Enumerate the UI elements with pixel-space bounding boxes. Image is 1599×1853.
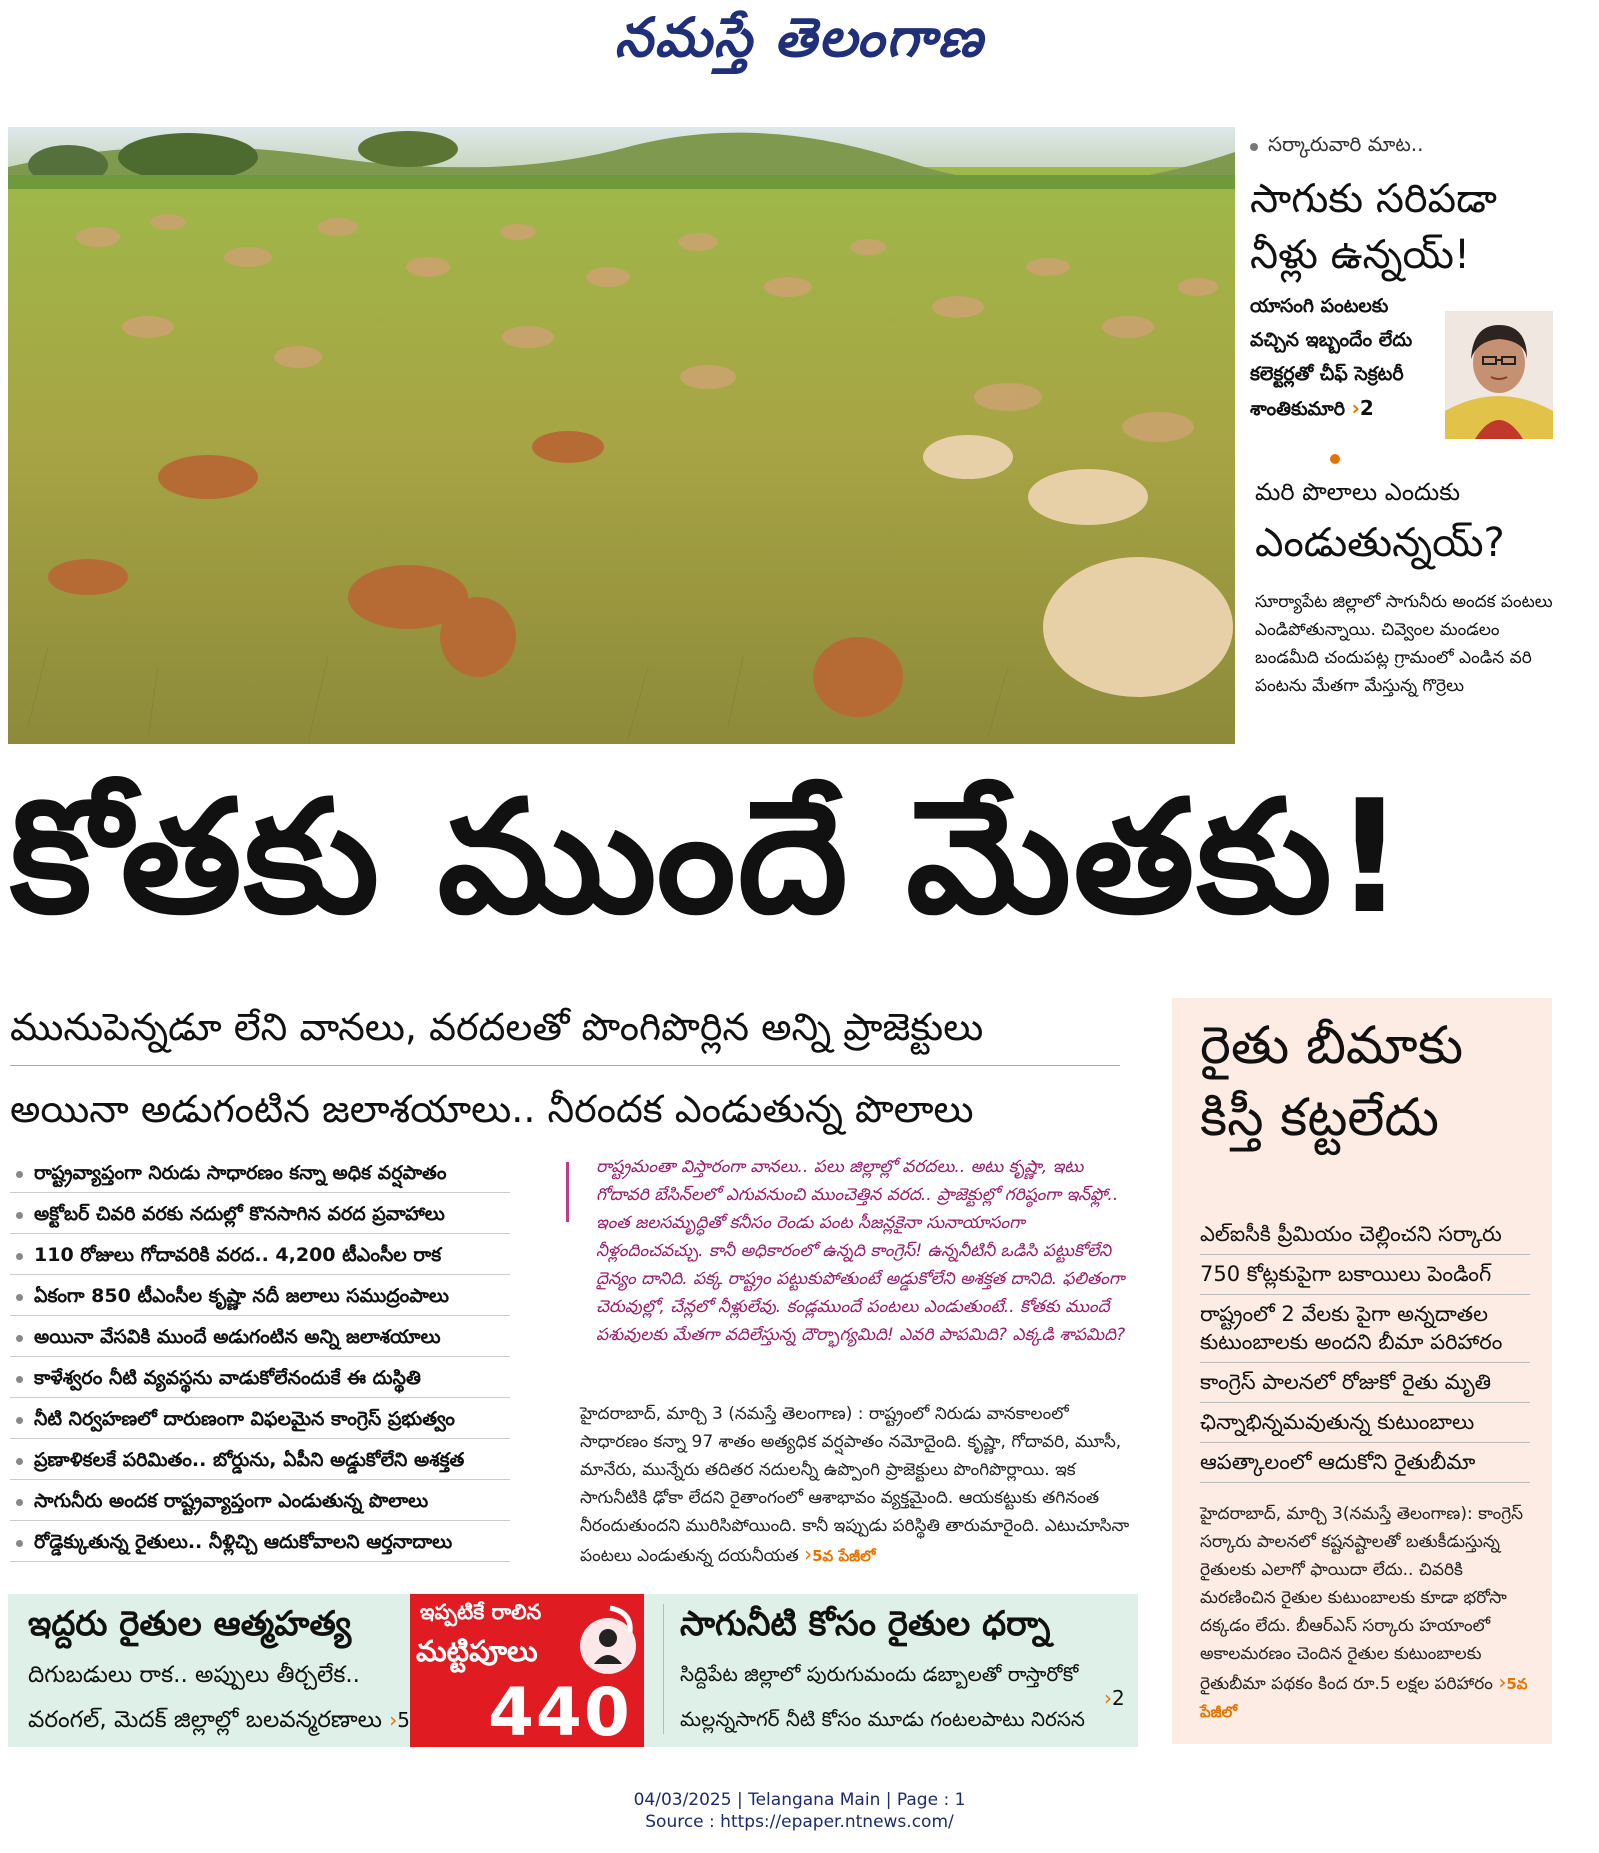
- suicides-headline: ఇద్దరు రైతుల ఆత్మహత్య: [28, 1604, 352, 1644]
- continue-arrow-icon: ›: [804, 1542, 813, 1566]
- death-toll-label-2: మట్టిపూలు: [416, 1634, 538, 1668]
- key-point: ప్రణాళికలకే పరిమితం.. బోర్డును, ఏపీని అడ్డుకోలేని అశక్తత: [10, 1439, 510, 1480]
- intro-paragraph: రాష్ట్రమంతా విస్తారంగా వానలు.. పలు జిల్లాల్లో వరదలు.. అటు కృష్ణా, ఇటు గోదావరి బేసిన్‌లలో ఎగువనుంచి ముంచెత్తిన వరద.. ప్రాజెక్టుల్లో గరిష్ఠంగా ఇన్‌ఫ్లో.. ఇంత జలసమృద్ధితో కనీసం రెండు పంట సీజన్లకైనా సునాయాసంగా నీళ్లందించవచ్చు. కానీ అధికారంలో ఉన్నది కాంగ్రెస్! ఉన్ననీటినీ ఒడిసి పట్టుకోలేని దైన్యం దానిది. పక్క రాష్ట్రం పట్టుకుపోతుంటే అడ్డుకోలేని అశక్తత దానిది. ఫలితంగా చెరువుల్లో, చేన్లలో నీళ్లులేవు. కండ్లముందే పంటలు ఎండుతుంటే.. కోతకు ముందే పశువులకు మేతగా వదిలేస్తున్న దౌర్భాగ్యమిది! ఎవరి పాపమిది? ఎక్కడి శాపమిది?: [596, 1157, 1126, 1345]
- dharna-page-num: 2: [1112, 1686, 1125, 1710]
- side-sub-1: యాసంగి పంటలకు: [1250, 295, 1389, 317]
- main-headline: కోతకు ముందే మేతకు!: [10, 766, 1408, 948]
- photo-caption: సూర్యాపేట జిల్లాలో సాగునీరు అందక పంటలు ఎండిపోతున్నాయి. చివ్వెంల మండలం బండమీది చందుపట్ల గ్రామంలో ఎండిన వరి పంటను మేతగా మేస్తున్న గొర్రెలు: [1255, 592, 1553, 696]
- side-headline-2: నీళ్లు ఉన్నయ్!: [1250, 232, 1470, 278]
- side-kicker-text: సర్కారువారి మాట..: [1268, 132, 1424, 156]
- side-sub-3: కలెక్టర్లతో చీఫ్ సెక్రటరీ: [1250, 363, 1404, 385]
- side-sub-4: [1250, 391, 1440, 426]
- insurance-headline-1: రైతు బీమాకు: [1200, 1016, 1464, 1076]
- key-points-list: [10, 1152, 510, 1562]
- masthead-logo: నమస్తే తెలంగాణ: [614, 6, 985, 69]
- deck-line-1: మునుపెన్నడూ లేని వానలు, వరదలతో పొంగిపొర్లిన అన్ని ప్రాజెక్టులు: [10, 1005, 984, 1049]
- insurance-point: ఛిన్నాభిన్నమవుతున్న కుటుంబాలు: [1200, 1403, 1530, 1443]
- side-sub-2: వచ్చిన ఇబ్బందేం లేదు: [1250, 329, 1413, 351]
- page-ref-arrow-icon: ›: [389, 1708, 398, 1732]
- lead-body-text: హైదరాబాద్, మార్చి 3 (నమస్తే తెలంగాణ) : రాష్ట్రంలో నిరుడు వానకాలంలో సాధారణం కన్నా 97 శాతం అత్యధిక వర్షపాతం నమోదైంది. కృష్ణా, గోదావరి, మూసీ, మానేరు, మున్నేరు తదితర నదులన్నీ ఉప్పొంగి ప్రాజెక్టులు పొంగిపొర్లాయి. ఇక సాగునీటికి ఢోకా లేదని రైతాంగంలో ఆశాభావం వ్యక్తమైంది. ఆయకట్టుకు తగినంత నీరందుతుందని మురిసిపోయింది. కానీ ఇప్పుడు పరిస్థితి తారుమారైంది. ఎటుచూసినా పంటలు ఎండుతున్న దయనీయత: [580, 1404, 1130, 1566]
- insurance-point: రాష్ట్రంలో 2 వేలకు పైగా అన్నదాతల కుటుంబాలకు అందని బీమా పరిహారం: [1200, 1295, 1530, 1363]
- footer-edition: 04/03/2025 | Telangana Main | Page : 1: [633, 1790, 966, 1810]
- insurance-point: 750 కోట్లకుపైగా బకాయిలు పెండింగ్: [1200, 1255, 1530, 1295]
- suicides-line-2-text: వరంగల్, మెదక్ జిల్లాల్లో బలవన్మరణాలు: [28, 1707, 382, 1733]
- insurance-continue-link[interactable]: 5వ పేజీలో: [1200, 1675, 1528, 1721]
- dharna-headline: సాగునీటి కోసం రైతుల ధర్నా: [680, 1604, 1051, 1644]
- insurance-point: ఆపత్కాలంలో ఆదుకోని రైతుబీమా: [1200, 1443, 1530, 1483]
- key-point: అక్టోబర్ చివరి వరకు నదుల్లో కొనసాగిన వరద ప్రవాహాలు: [10, 1193, 510, 1234]
- suicides-line-1: దిగుబడులు రాక.. అప్పులు తీర్చలేక..: [28, 1662, 360, 1688]
- key-point: నీటి నిర్వహణలో దారుణంగా విఫలమైన కాంగ్రెస్ ప్రభుత్వం: [10, 1398, 510, 1439]
- suicides-page-ref: 5: [397, 1708, 410, 1732]
- dharna-line-1: సిద్దిపేట జిల్లాలో పురుగుమందు డబ్బాలతో రాస్తారోకో: [680, 1662, 1079, 1686]
- lead-photo: [8, 127, 1235, 744]
- deck-divider: [10, 1065, 1120, 1066]
- insurance-headline: [1200, 1010, 1540, 1154]
- dharna-page-ref: [1104, 1686, 1125, 1710]
- farmer-icon: [570, 1602, 640, 1678]
- suicides-line-2: [28, 1707, 410, 1739]
- continue-arrow-icon: ›: [1498, 1670, 1507, 1694]
- chief-secretary-portrait: [1445, 311, 1553, 439]
- key-point: రాష్ట్రవ్యాప్తంగా నిరుడు సాధారణం కన్నా అధిక వర్షపాతం: [10, 1152, 510, 1193]
- death-toll-number: 440: [488, 1674, 632, 1751]
- insurance-body: [1200, 1500, 1540, 1726]
- insurance-point: ఎల్‌ఐసీకి ప్రీమియం చెల్లించని సర్కారు: [1200, 1215, 1530, 1255]
- footer: [0, 1789, 1599, 1833]
- strip-divider: [663, 1604, 664, 1734]
- side-question-line-2: ఎండుతున్నయ్?: [1255, 520, 1505, 566]
- continue-link[interactable]: 5వ పేజీలో: [812, 1547, 876, 1565]
- page-ref-arrow-icon: ›: [1351, 396, 1360, 420]
- side-page-ref: 2: [1359, 396, 1374, 420]
- bullet-dot-icon: [1250, 143, 1258, 151]
- death-toll-label-1: ఇప్పటికే రాలిన: [420, 1600, 542, 1624]
- footer-source[interactable]: Source : https://epaper.ntnews.com/: [645, 1812, 954, 1832]
- separator-dot-icon: [1330, 454, 1340, 464]
- page-ref-arrow-icon: ›: [1104, 1686, 1112, 1710]
- side-kicker: [1250, 132, 1550, 161]
- key-point: అయినా వేసవికి ముందే అడుగంటిన అన్ని జలాశయాలు: [10, 1316, 510, 1357]
- key-point: సాగునీరు అందక రాష్ట్రవ్యాప్తంగా ఎండుతున్న పొలాలు: [10, 1480, 510, 1521]
- insurance-points: [1200, 1215, 1530, 1483]
- deck-line-2: అయినా అడుగంటిన జలాశయాలు.. నీరందక ఎండుతున్న పొలాలు: [10, 1087, 974, 1131]
- key-point: కాళేశ్వరం నీటి వ్యవస్థను వాడుకోలేనందుకే ఈ దుస్థితి: [10, 1357, 510, 1398]
- side-question-line-1: మరి పొలాలు ఎందుకు: [1255, 478, 1461, 506]
- key-point: ఏకంగా 850 టీఎంసీల కృష్ణా నదీ జలాలు సముద్రంపాలు: [10, 1275, 510, 1316]
- key-point: రోడ్డెక్కుతున్న రైతులు.. నీళ్లిచ్చి ఆదుకోవాలని ఆర్తనాదాలు: [10, 1521, 510, 1562]
- insurance-body-text: హైదరాబాద్, మార్చి 3(నమస్తే తెలంగాణ): కాంగ్రెస్ సర్కారు పాలనలో కష్టనష్టాలతో బతుకీడుస్తున్న రైతులకు ఎలాగో ఫాయిదా లేదు.. చివరికి మరణించిన రైతుల కుటుంబాలకు కూడా భరోసా దక్కడం లేదు. బీఆర్‌ఎస్ సర్కారు హయాంలో అకాలమరణం చెందిన రైతుల కుటుంబాలకు రైతుబీమా పథకం కింద రూ.5 లక్షల పరిహారం: [1200, 1504, 1524, 1694]
- side-headline-1: సాగుకు సరిపడా: [1250, 176, 1497, 222]
- lead-body: [580, 1400, 1140, 1570]
- dharna-line-2: మల్లన్నసాగర్ నీటి కోసం మూడు గంటలపాటు నిరసన: [680, 1707, 1085, 1731]
- insurance-headline-2: కిస్తీ కట్టలేదు: [1200, 1088, 1440, 1148]
- insurance-point: కాంగ్రెస్ పాలనలో రోజుకో రైతు మృతి: [1200, 1363, 1530, 1403]
- intro-accent-bar: [566, 1162, 569, 1222]
- key-point: 110 రోజులు గోదావరికి వరద.. 4,200 టీఎంసీల రాక: [10, 1234, 510, 1275]
- side-sub-4-text: శాంతికుమారి: [1250, 398, 1346, 420]
